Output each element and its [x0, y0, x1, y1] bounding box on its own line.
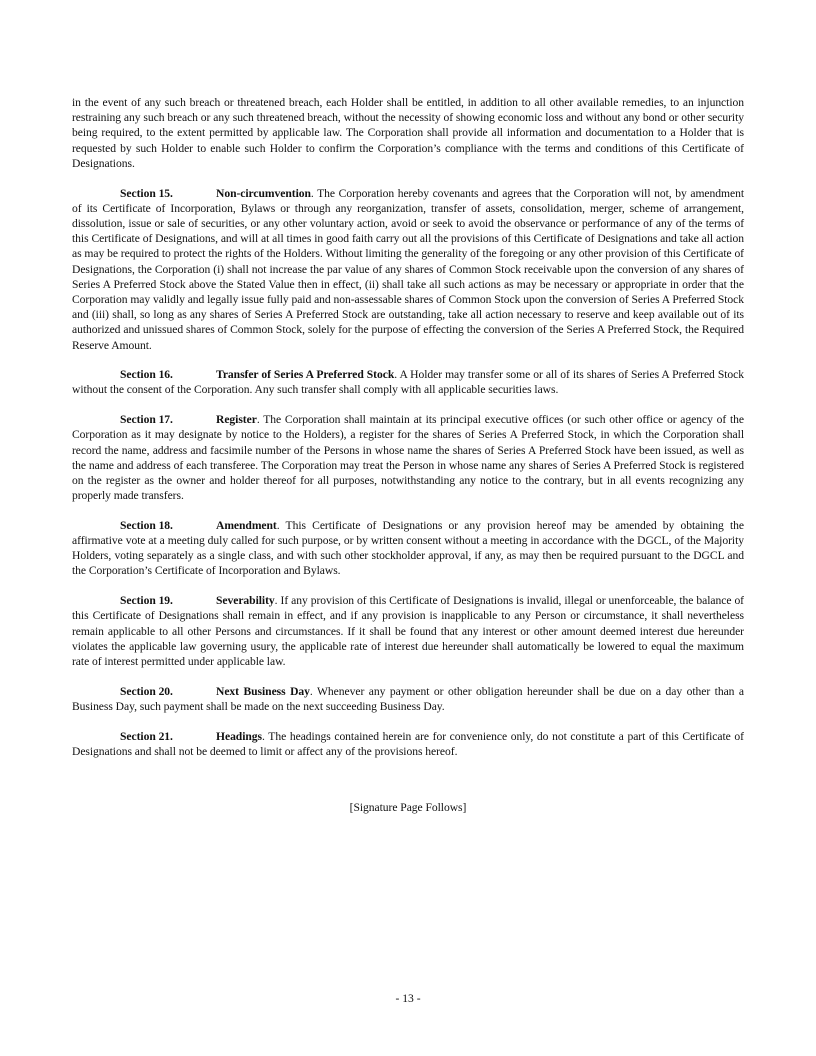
signature-page-note: [Signature Page Follows]	[349, 801, 467, 815]
intro-paragraph: in the event of any such breach or threatened breach, each Holder shall be entitled, in addition to all other available remedies, to an injunction restraining any such breach or any such threatened breach, without the necessity of showing economic loss and without any bond or other security being required, to the extent permitted by applicable law. The Corporation shall provide all information and documentation to a Holder that is requested by such Holder to enable such Holder to confirm the Corporation’s compliance with the terms and conditions of this Certificate of Designations.	[72, 96, 744, 170]
section-18	[72, 518, 744, 579]
section-title: Next Business Day	[216, 684, 310, 698]
section-title: Transfer of Series A Preferred Stock	[216, 368, 395, 382]
section-title: Headings	[216, 729, 262, 743]
section-21	[72, 729, 744, 759]
section-17	[72, 412, 744, 503]
section-number: Section 15.	[120, 186, 173, 200]
section-title: Register	[216, 413, 257, 427]
section-body: . A Holder may transfer some or all of its shares of Series A Preferred Stock without the consent of the Corporation. Any such transfer shall comply with all applicable securities laws.	[72, 368, 744, 397]
section-body: . This Certificate of Designations or any provision hereof may be amended by obtaining the affirmative vote at a meeting duly called for such purpose, or by written consent without a meeting in accordance with the DGCL, of the Majority Holders, voting separately as a single class, and with such other stockholder approval, if any, as may then be required pursuant to the DGCL and the Corporation’s Certificate of Incorporation and Bylaws.	[72, 518, 744, 578]
section-title: Non-circumvention	[216, 186, 311, 200]
section-number: Section 18.	[120, 518, 173, 532]
section-body: . The Corporation shall maintain at its principal executive offices (or such other office or agency of the Corporation as it may designate by notice to the Holders), a register for the shares of Series A Preferred Stock, in which the Corporation shall record the name, address and facsimile number of the Persons in whose name the shares of Series A Preferred Stock have been issued, as well as the name and address of each transferee. The Corporation may treat the Person in whose name any shares of Series A Preferred Stock is registered on the register as the owner and holder thereof for all purposes, notwithstanding any notice to the contrary, but in all events recognizing any properly made transfers.	[72, 413, 744, 503]
section-title: Amendment	[216, 518, 277, 532]
section-16	[72, 367, 744, 397]
section-15	[72, 186, 744, 353]
section-19	[72, 593, 744, 669]
section-number: Section 17.	[120, 413, 173, 427]
section-body: . The Corporation hereby covenants and agrees that the Corporation will not, by amendment of its Certificate of Incorporation, Bylaws or through any reorganization, transfer of assets, consolidation, merger, scheme of arrangement, dissolution, issue or sale of securities, or any other voluntary action, avoid or seek to avoid the observance or performance of any of the terms of this Certificate of Designations, and will at all times in good faith carry out all the provisions of this Certificate of Designations and take all action as may be required to protect the rights of the Holders. Without limiting the generality of the foregoing or any other provision of this Certificate of Designations, the Corporation (i) shall not increase the par value of any shares of Common Stock receivable upon the conversion of any shares of Series A Preferred Stock above the Stated Value then in effect, (ii) shall take all such actions as may be necessary or appropriate in order that the Corporation may validly and legally issue fully paid and non-assessable shares of Common Stock upon the conversion of Series A Preferred Stock and (iii) shall, so long as any shares of Series A Preferred Stock are outstanding, take all action necessary to reserve and keep available out of its authorized and unissued shares of Common Stock, solely for the purpose of effecting the conversion of the Series A Preferred Stock, the Required Reserve Amount.	[72, 186, 744, 352]
page-number: - 13 -	[395, 992, 421, 1005]
section-number: Section 19.	[120, 594, 173, 608]
section-body: . If any provision of this Certificate of Designations is invalid, illegal or unenforceable, the balance of this Certificate of Designations shall remain in effect, and if any provision is inapplicable to any Person or circumstance, it shall nevertheless remain applicable to all other Persons and circumstances. If it shall be found that any interest or other amount deemed interest due hereunder violates the applicable law governing usury, the applicable rate of interest due hereunder shall automatically be lowered to equal the maximum rate of interest permitted under applicable law.	[72, 594, 744, 668]
document-page	[72, 95, 744, 830]
section-20	[72, 684, 744, 714]
section-number: Section 21.	[120, 729, 173, 743]
section-body: . The headings contained herein are for convenience only, do not constitute a part of this Certificate of Designations and shall not be deemed to limit or affect any of the provisions hereof.	[72, 729, 744, 758]
section-title: Severability	[216, 594, 275, 608]
section-number: Section 20.	[120, 684, 173, 698]
section-body: . Whenever any payment or other obligation hereunder shall be due on a day other than a Business Day, such payment shall be made on the next succeeding Business Day.	[72, 684, 744, 713]
section-number: Section 16.	[120, 368, 173, 382]
